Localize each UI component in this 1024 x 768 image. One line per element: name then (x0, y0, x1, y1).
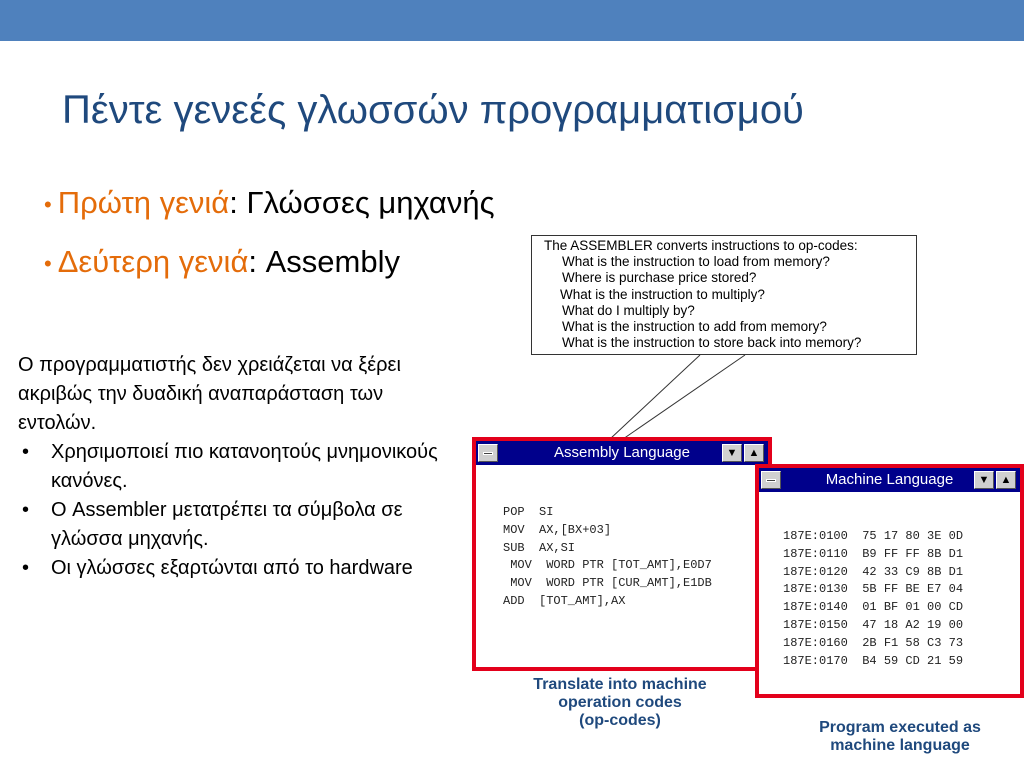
callout-line: What is the instruction to multiply? (560, 286, 765, 302)
machine-caption (790, 719, 1010, 755)
arrow-down-icon[interactable]: ▼ (974, 471, 994, 489)
explanation-point: • Ο Assembler μετατρέπει τα σύμβολα σε γλώσσα μηχανής. (18, 496, 458, 554)
caption-line: operation codes (558, 694, 682, 711)
bullet-dot-icon: • (44, 250, 52, 276)
arrow-down-icon[interactable]: ▼ (722, 444, 742, 462)
explanation-point: • Οι γλώσσες εξαρτώνται από το hardware (18, 554, 458, 583)
bullet-label: Δεύτερη γενιά (57, 244, 249, 279)
bullet-first-generation (44, 185, 495, 221)
callout-line: What is the instruction to store back into memory? (562, 335, 862, 351)
window-titlebar (476, 441, 768, 465)
window-title: Assembly Language (554, 444, 690, 461)
caption-line: Translate into machine (533, 676, 707, 693)
code-line: 187E:0130 5B FF BE E7 04 (783, 582, 964, 597)
callout-line: What is the instruction to load from memory? (562, 254, 830, 270)
arrow-up-icon[interactable]: ▲ (996, 471, 1016, 489)
code-line: MOV AX,[BX+03] (503, 522, 612, 537)
callout-line: What do I multiply by? (562, 302, 695, 318)
code-line: 187E:0140 01 BF 01 00 CD (783, 600, 964, 615)
assembly-code (503, 504, 712, 611)
code-line: 187E:0110 B9 FF FF 8B D1 (783, 546, 964, 561)
code-line: 187E:0150 47 18 A2 19 00 (783, 617, 964, 632)
code-line: SUB AX,SI (503, 540, 576, 555)
header-bar (0, 0, 1024, 41)
bullet-text: : Assembly (248, 244, 400, 279)
bullet-label: Πρώτη γενιά (57, 185, 230, 220)
explanation-point: • Χρησιμοποιεί πιο κατανοητούς μνημονικούς κανόνες. (18, 438, 458, 496)
window-titlebar (759, 468, 1020, 492)
code-line: POP SI (503, 505, 554, 519)
caption-line: machine language (830, 737, 970, 754)
code-line: 187E:0170 B4 59 CD 21 59 (783, 653, 964, 668)
code-line: 187E:0100 75 17 80 3E 0D (783, 529, 964, 543)
code-line: 187E:0120 42 33 C9 8B D1 (783, 564, 964, 579)
bullet-second-generation (44, 244, 400, 280)
caption-line: (op-codes) (579, 712, 661, 729)
slide-title: Πέντε γενεές γλωσσών προγραμματισμού (62, 88, 804, 132)
window-title: Machine Language (825, 471, 954, 488)
arrow-up-icon[interactable]: ▲ (744, 444, 764, 462)
callout-line: Where is purchase price stored? (562, 270, 757, 286)
window-menu-icon[interactable] (478, 444, 498, 462)
assembler-callout (531, 235, 917, 355)
bullet-text: : Γλώσσες μηχανής (229, 185, 495, 220)
bullet-dot-icon: • (44, 191, 52, 217)
assembly-caption (503, 676, 737, 730)
explanation-intro: Ο προγραμματιστής δεν χρειάζεται να ξέρει ακριβώς την δυαδική αναπαράσταση των εντολών. (18, 354, 401, 434)
window-menu-icon[interactable] (761, 471, 781, 489)
code-line: MOV WORD PTR [TOT_AMT],E0D7 (503, 558, 712, 573)
explanation-block (18, 351, 458, 583)
code-line: MOV WORD PTR [CUR_AMT],E1DB (503, 576, 712, 591)
assembly-language-window (472, 437, 772, 671)
caption-line: Program executed as (819, 719, 981, 736)
machine-code (783, 528, 963, 670)
callout-heading: The ASSEMBLER converts instructions to op-codes: (544, 238, 858, 253)
machine-language-window (755, 464, 1024, 698)
explanation-list (18, 438, 458, 583)
code-line: ADD [TOT_AMT],AX (503, 593, 626, 608)
code-line: 187E:0160 2B F1 58 C3 73 (783, 635, 964, 650)
callout-line: What is the instruction to add from memory? (562, 319, 827, 335)
